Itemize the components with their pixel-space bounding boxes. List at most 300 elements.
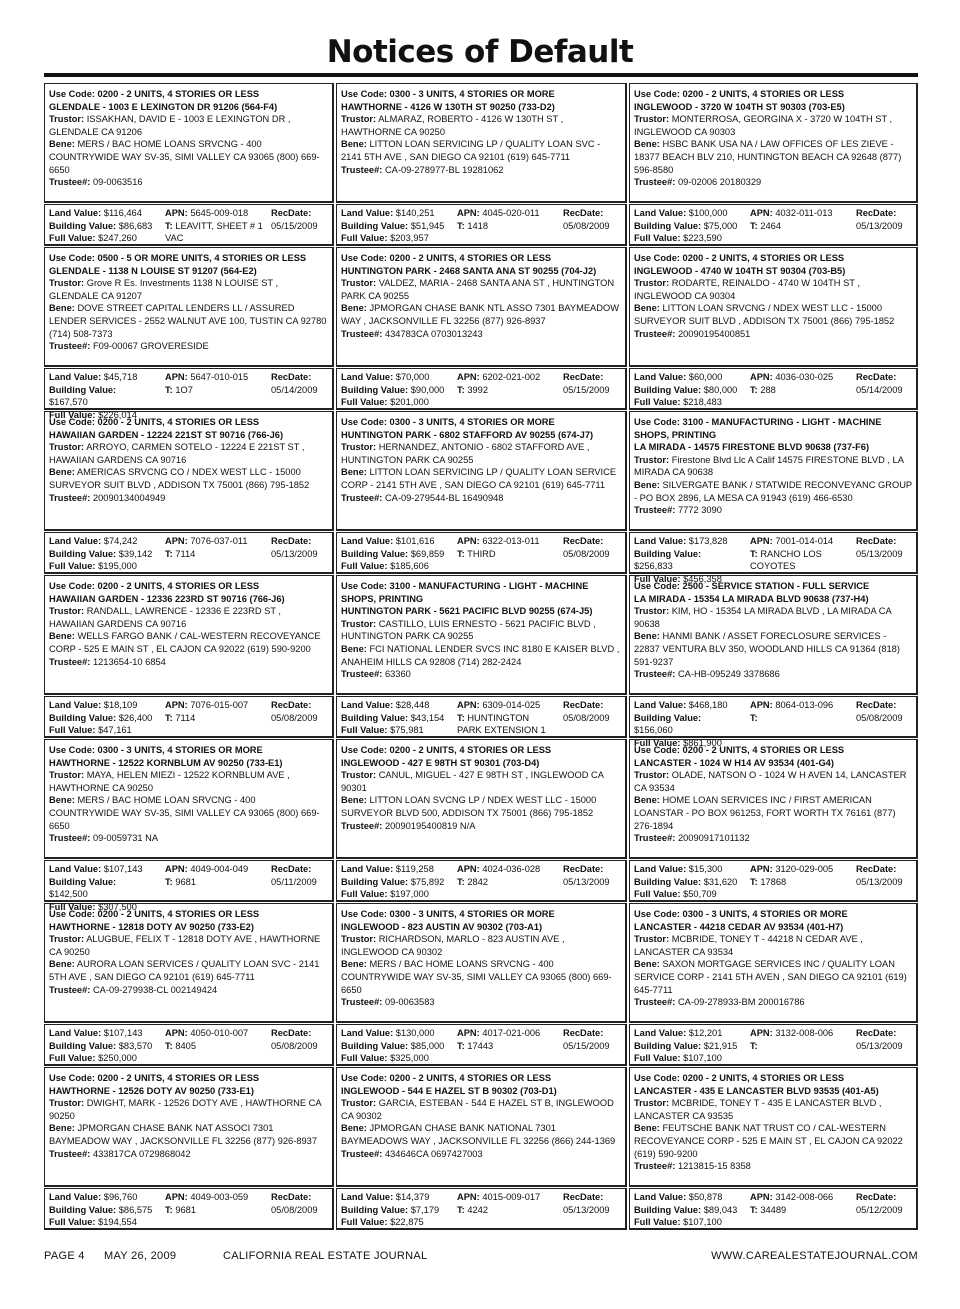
- notice-recording-group: [267, 1189, 332, 1228]
- notice-recording-group: [559, 205, 625, 244]
- notice-trustor: [341, 933, 621, 958]
- notice-trustor: [341, 441, 621, 466]
- tract-label: T:: [457, 1040, 465, 1051]
- full-value-value: $223,590: [683, 233, 722, 244]
- notice-trustor-label: Trustor:: [341, 442, 377, 453]
- building-value-value: $85,000: [410, 1040, 445, 1051]
- notice-values: [629, 860, 918, 902]
- building-value-value: $7,179: [410, 1204, 440, 1215]
- tract-label: T:: [457, 220, 465, 231]
- notice-trustor-value: DWIGHT, MARK - 12526 DOTY AVE , HAWTHORNE CA 90250: [49, 1098, 322, 1121]
- notice-value-group: [337, 533, 453, 572]
- notice-trustor: [634, 277, 912, 302]
- full-value-value: $185,606: [390, 561, 429, 572]
- notice-values: [629, 1188, 918, 1230]
- title-rule: [44, 73, 918, 77]
- apn-value: 4024-036-028: [482, 864, 541, 874]
- notice-trustee: [49, 656, 328, 669]
- notice-values: [44, 696, 334, 738]
- recdate-label: RecDate:: [563, 864, 604, 874]
- notice-parcel-group: [453, 861, 559, 900]
- building-value-label: Building Value:: [634, 712, 702, 723]
- notice: [44, 411, 334, 574]
- notice-trustor: [634, 933, 912, 958]
- full-value-label: Full Value:: [634, 889, 681, 900]
- tract-value: 17868: [760, 876, 787, 887]
- building-value: [341, 1204, 449, 1217]
- land-value-value: $140,251: [395, 208, 435, 218]
- notice-trustor-value: ISSAKHAN, DAVID E - 1003 E LEXINGTON DR , GLENDALE CA 91206: [49, 114, 291, 137]
- building-value-value: $89,043: [703, 1204, 738, 1215]
- land-value-value: $18,109: [103, 700, 138, 710]
- notice-recording-group: [559, 1189, 625, 1228]
- apn: [750, 699, 848, 712]
- full-value-label: Full Value:: [634, 737, 681, 748]
- notice-values: [44, 1188, 334, 1230]
- notice-values: [629, 532, 918, 584]
- notice: [336, 903, 627, 1066]
- notice-trustor-value: VALDEZ, MARIA - 2468 SANTA ANA ST , HUNTINGTON PARK CA 90255: [341, 278, 615, 301]
- recdate-value: 05/13/2009: [856, 220, 903, 231]
- notice-value-group: [337, 369, 453, 408]
- notice-trustee-label: Trustee#:: [634, 997, 676, 1008]
- notice-use-code: Use Code: 0200 - 2 UNITS, 4 STORIES OR LESS: [49, 909, 260, 919]
- notice-trustor: [49, 113, 328, 138]
- recdate-value: 05/14/2009: [856, 384, 903, 395]
- notice-trustor-value: Firestone Blvd Llc A Calif 14575 FIRESTONE BLVD , LA MIRADA CA 90638: [634, 454, 904, 478]
- apn: [165, 1027, 263, 1040]
- notice-trustor: [341, 277, 621, 302]
- notice-beneficiary: [49, 1122, 328, 1147]
- notice-recording-group: [852, 369, 916, 408]
- notice-beneficiary: [341, 1122, 621, 1147]
- notice-trustor: [49, 441, 328, 466]
- recdate-label: RecDate:: [856, 208, 897, 218]
- notice-recording-group: [852, 861, 916, 900]
- full-value-label: Full Value:: [49, 725, 96, 736]
- notice-address: HUNTINGTON PARK - 6802 STAFFORD AV 90255 (674-J7): [341, 429, 594, 440]
- building-value-value: $86,575: [118, 1204, 153, 1215]
- land-value: [634, 1027, 742, 1040]
- notice-trustee-label: Trustee#:: [341, 328, 383, 339]
- notice-value-group: [45, 697, 161, 736]
- notice-recording-group: [267, 533, 332, 572]
- full-value: [49, 1216, 157, 1229]
- notice-beneficiary: [634, 302, 912, 327]
- tract-value: 3992: [467, 384, 489, 395]
- tract-value: 8405: [175, 1040, 197, 1051]
- apn: [457, 1027, 555, 1040]
- notice: [629, 247, 918, 410]
- tract-value: 4242: [467, 1204, 489, 1215]
- notice-trustee-value: 09-0059731 NA: [92, 833, 159, 844]
- notice-trustee: [634, 668, 912, 681]
- notice: [44, 739, 334, 912]
- building-value: [49, 384, 157, 409]
- land-value: [634, 699, 742, 712]
- building-value: [341, 712, 449, 725]
- tract: [457, 1204, 555, 1217]
- building-value-value: $21,915: [703, 1040, 738, 1051]
- notice-values: [629, 1024, 918, 1066]
- notice-trustee: [341, 1148, 621, 1161]
- notice-trustor: [634, 113, 912, 138]
- full-value: [49, 724, 157, 737]
- notice-trustor-label: Trustor:: [341, 770, 377, 781]
- notice-address: LA MIRADA - 15354 LA MIRADA BLVD 90638 (737-H4): [634, 593, 869, 604]
- recdate-label: RecDate:: [271, 1192, 312, 1202]
- tract-label: T:: [165, 712, 173, 723]
- notice-beneficiary-label: Bene:: [341, 643, 367, 654]
- tract-value: 7114: [175, 712, 196, 723]
- notice-parcel-group: [746, 205, 852, 244]
- notice-trustee: [49, 984, 328, 997]
- notice-use-code: Use Code: 0200 - 2 UNITS, 4 STORIES OR LESS: [341, 745, 552, 755]
- apn-label: APN:: [457, 700, 480, 710]
- recdate-value: 05/13/2009: [856, 548, 903, 559]
- notice-values: [336, 204, 627, 246]
- land-value-value: $96,760: [103, 1192, 138, 1202]
- land-value: [49, 1027, 157, 1040]
- apn: [750, 535, 848, 548]
- building-value-label: Building Value:: [341, 1040, 409, 1051]
- building-value-value: $156,060: [634, 725, 673, 736]
- recdate-label: RecDate:: [563, 372, 604, 382]
- notice-trustee-value: 63360: [384, 669, 411, 680]
- land-value-label: Land Value:: [634, 864, 687, 874]
- full-value-value: $307,500: [98, 901, 137, 912]
- notice: [629, 1067, 918, 1230]
- notice-trustee-label: Trustee#:: [49, 341, 91, 352]
- notice-recording-group: [852, 533, 916, 572]
- notice-beneficiary-value: AURORA LOAN SERVICES / QUALITY LOAN SVC - 2141 5TH AVE , SAN DIEGO CA 92101 (619) 645-7711: [49, 959, 320, 982]
- notice: [629, 739, 918, 902]
- tract: [750, 876, 848, 889]
- notice-trustor-value: MAYA, HELEN MIEZI - 12522 KORNBLUM AVE , HAWTHORNE CA 90250: [49, 770, 290, 793]
- notice-parcel-group: [453, 697, 559, 736]
- recdate-label: RecDate:: [856, 700, 897, 710]
- notice-record: [629, 411, 918, 531]
- recdate-value: 05/08/2009: [271, 1204, 318, 1215]
- notice-beneficiary-value: SILVERGATE BANK / STATWIDE RECONVEYANC GROUP - PO BOX 2896, LA MESA CA 91943 (619) 466-6530: [634, 479, 912, 503]
- recdate-value: 05/15/2009: [271, 220, 318, 231]
- notice-parcel-group: [453, 1189, 559, 1228]
- recdate-label: RecDate:: [563, 208, 604, 218]
- notice-beneficiary: [49, 302, 328, 340]
- notice-beneficiary-value: MERS / BAC HOME LOANS SRVCNG - 400 COUNTRYWIDE WAY SV-35, SIMI VALLEY CA 93065 (800) 669-6650: [341, 959, 612, 995]
- notice-values: [44, 1024, 334, 1066]
- notice-beneficiary-label: Bene:: [341, 1123, 367, 1134]
- notice-beneficiary: [49, 466, 328, 491]
- notice-trustor-label: Trustor:: [634, 606, 670, 617]
- notice-use-code: Use Code: 0200 - 2 UNITS, 4 STORIES OR LESS: [634, 89, 845, 99]
- notice-record: [336, 575, 627, 695]
- notice-record: [44, 739, 334, 859]
- apn-label: APN:: [165, 372, 188, 382]
- notice-beneficiary-value: MERS / BAC HOME LOAN SRVCNG - 400 COUNTRYWIDE WAY SV-35, SIMI VALLEY CA 93065 (800) 669-6650: [49, 795, 320, 831]
- notice-trustor-label: Trustor:: [634, 454, 670, 465]
- recdate-label: RecDate:: [856, 536, 897, 546]
- tract: [750, 1040, 848, 1053]
- footer-publication: CALIFORNIA REAL ESTATE JOURNAL: [223, 1250, 428, 1262]
- notice-value-group: [337, 861, 453, 900]
- land-value-label: Land Value:: [341, 536, 394, 546]
- notice-trustee: [49, 1148, 328, 1161]
- notice-trustor: [49, 605, 328, 630]
- building-value-value: $80,000: [703, 384, 738, 395]
- tract-value: 1418: [467, 220, 489, 231]
- tract-label: T:: [457, 712, 465, 723]
- land-value: [634, 863, 742, 876]
- notice-value-group: [45, 369, 161, 420]
- apn-value: 4032-011-013: [775, 208, 833, 218]
- notice-parcel-group: [453, 369, 559, 408]
- apn-value: 3120-029-005: [775, 864, 834, 874]
- notice-trustor-label: Trustor:: [49, 934, 85, 945]
- building-value-value: $75,000: [703, 220, 738, 231]
- full-value: [341, 232, 449, 245]
- land-value-label: Land Value:: [341, 372, 394, 382]
- land-value: [341, 535, 449, 548]
- apn-value: 4036-030-025: [775, 372, 834, 382]
- notice-parcel-group: [453, 205, 559, 244]
- notice-trustor-value: MCBRIDE, TONEY T - 44218 N CEDAR AVE , LANCASTER CA 93534: [634, 934, 863, 957]
- notice-trustee-label: Trustee#:: [634, 1161, 676, 1172]
- notice-trustor-value: CANUL, MIGUEL - 427 E 98TH ST , INGLEWOOD CA 90301: [341, 770, 604, 793]
- notice-trustor-label: Trustor:: [49, 114, 85, 125]
- apn-label: APN:: [750, 536, 773, 546]
- tract: [457, 876, 555, 889]
- notices-column-3: [629, 83, 918, 1230]
- apn: [457, 863, 555, 876]
- notice-record: [44, 575, 334, 695]
- full-value-value: $325,000: [390, 1053, 429, 1064]
- apn: [457, 371, 555, 384]
- tract-label: T:: [165, 220, 173, 231]
- notices-column-2: [336, 83, 627, 1230]
- notice-trustee: [341, 996, 621, 1009]
- notice-record: [336, 411, 627, 531]
- land-value: [341, 371, 449, 384]
- footer-page-number: PAGE 4: [44, 1250, 85, 1262]
- notice-recording-group: [267, 1025, 332, 1064]
- notice-recording-group: [267, 369, 332, 408]
- notice-trustee-value: 20090195400819 N/A: [384, 820, 476, 831]
- tract-value: HUNTINGTON PARK EXTENSION 1: [457, 712, 546, 736]
- notice-trustee: [634, 328, 912, 341]
- notice: [44, 1067, 334, 1230]
- building-value: [49, 548, 157, 561]
- notice-beneficiary-value: DOVE STREET CAPITAL LENDERS LL / ASSURED LENDER SERVICES - 2552 WALNUT AVE 100, TUSTIN CA 92780 (714) 508-7373: [49, 303, 327, 339]
- full-value-label: Full Value:: [634, 1217, 681, 1228]
- land-value-value: $116,464: [103, 208, 142, 218]
- land-value-label: Land Value:: [49, 536, 102, 546]
- full-value-value: $218,483: [683, 397, 722, 408]
- apn-label: APN:: [165, 208, 188, 218]
- notice: [336, 739, 627, 902]
- notice-values: [44, 204, 334, 246]
- notice-use-code: Use Code: 0500 - 5 OR MORE UNITS, 4 STORIES OR LESS: [49, 253, 307, 263]
- land-value: [341, 1027, 449, 1040]
- apn-label: APN:: [165, 1028, 188, 1038]
- page-title: Notices of Default: [326, 34, 634, 70]
- notice-values: [336, 532, 627, 574]
- notice-trustee: [49, 832, 328, 845]
- land-value-label: Land Value:: [49, 700, 102, 710]
- tract: [457, 548, 555, 561]
- apn-label: APN:: [165, 700, 188, 710]
- full-value-value: $75,981: [390, 725, 424, 736]
- notice-record: [629, 83, 918, 203]
- tract: [165, 876, 263, 889]
- full-value-label: Full Value:: [341, 233, 388, 244]
- notice-trustee-label: Trustee#:: [634, 505, 676, 516]
- notice-trustee-value: 20090195400851: [677, 328, 751, 339]
- land-value-label: Land Value:: [341, 700, 394, 710]
- notice-use-code: Use Code: 0200 - 2 UNITS, 4 STORIES OR LESS: [49, 1073, 260, 1083]
- notice-record: [44, 411, 334, 531]
- full-value-label: Full Value:: [341, 561, 388, 572]
- tract-label: T:: [165, 1040, 173, 1051]
- apn-value: 4045-020-011: [482, 208, 540, 218]
- land-value: [341, 863, 449, 876]
- notice-address: GLENDALE - 1138 N LOUISE ST 91207 (564-E2): [49, 265, 257, 276]
- notice-value-group: [630, 533, 746, 584]
- notice-record: [629, 1067, 918, 1187]
- notice: [336, 83, 627, 246]
- tract-value: 7114: [175, 548, 196, 559]
- notice-trustee-value: 09-0063583: [384, 997, 435, 1008]
- land-value-label: Land Value:: [341, 208, 394, 218]
- building-value: [634, 876, 742, 889]
- recdate-label: RecDate:: [856, 864, 897, 874]
- notice-values: [44, 860, 334, 912]
- notice-trustee-value: 434646CA 0697427003: [384, 1148, 483, 1159]
- apn-label: APN:: [165, 536, 188, 546]
- notice-trustee: [634, 176, 912, 189]
- notice-trustee-label: Trustee#:: [341, 1148, 383, 1159]
- land-value-label: Land Value:: [634, 208, 687, 218]
- building-value: [634, 1204, 742, 1217]
- full-value-value: $250,000: [98, 1053, 137, 1064]
- building-value-label: Building Value:: [49, 876, 117, 887]
- footer-url: WWW.CAREALESTATEJOURNAL.COM: [711, 1250, 918, 1262]
- building-value-label: Building Value:: [341, 876, 409, 887]
- notice-trustee-value: CA-09-279938-CL 002149424: [92, 984, 218, 995]
- building-value-label: Building Value:: [341, 1204, 409, 1215]
- tract-value: 34489: [760, 1204, 787, 1215]
- notice: [629, 575, 918, 748]
- land-value: [49, 863, 157, 876]
- notice-value-group: [45, 861, 161, 912]
- apn-label: APN:: [457, 864, 480, 874]
- land-value: [634, 371, 742, 384]
- land-value-value: $60,000: [688, 372, 723, 382]
- building-value: [49, 220, 157, 233]
- notice-beneficiary-label: Bene:: [341, 467, 367, 478]
- full-value-label: Full Value:: [341, 1217, 388, 1228]
- land-value-label: Land Value:: [341, 1028, 394, 1038]
- notice-use-code: Use Code: 0200 - 2 UNITS, 4 STORIES OR LESS: [341, 253, 552, 263]
- full-value-value: $247,260: [98, 233, 137, 244]
- apn-value: 8064-013-096: [775, 700, 834, 710]
- land-value-value: $70,000: [395, 372, 430, 382]
- notice-trustor-value: ALUGBUE, FELIX T - 12818 DOTY AVE , HAWTHORNE CA 90250: [49, 934, 321, 957]
- notice-trustee-label: Trustee#:: [634, 177, 676, 188]
- notice-value-group: [630, 1025, 746, 1064]
- notice-trustor-label: Trustor:: [341, 618, 377, 629]
- tract: [165, 712, 263, 725]
- notice-recording-group: [559, 533, 625, 572]
- notice-address: LANCASTER - 44218 CEDAR AV 93534 (401-H7): [634, 921, 844, 932]
- footer-date: MAY 26, 2009: [104, 1250, 177, 1262]
- tract-value: 9681: [175, 876, 197, 887]
- land-value: [49, 207, 157, 220]
- tract: [750, 384, 848, 397]
- full-value-label: Full Value:: [634, 233, 681, 244]
- building-value: [634, 712, 742, 737]
- recdate-value: 05/13/2009: [563, 876, 610, 887]
- notice-use-code: Use Code: 0200 - 2 UNITS, 4 STORIES OR LESS: [634, 1073, 845, 1083]
- notice-trustee-label: Trustee#:: [49, 177, 91, 188]
- notice-trustee-value: 09-02006 20180329: [677, 177, 762, 188]
- apn-value: 5645-009-018: [190, 208, 249, 218]
- building-value: [341, 876, 449, 889]
- apn-label: APN:: [457, 372, 480, 382]
- notice-beneficiary-label: Bene:: [49, 959, 75, 970]
- notice-parcel-group: [161, 697, 267, 736]
- notice-beneficiary: [634, 794, 912, 832]
- notice-beneficiary-label: Bene:: [341, 303, 367, 314]
- tract: [165, 548, 263, 561]
- notice-trustee: [634, 1160, 912, 1173]
- notice-beneficiary-label: Bene:: [634, 795, 660, 806]
- notice-use-code: Use Code: 0300 - 3 UNITS, 4 STORIES OR MORE: [341, 417, 555, 427]
- notice-beneficiary: [341, 643, 621, 668]
- notice-record: [629, 903, 918, 1023]
- full-value-value: $107,100: [683, 1053, 722, 1064]
- notice-beneficiary-label: Bene:: [341, 959, 367, 970]
- tract-label: T:: [457, 1204, 465, 1215]
- land-value-value: $28,448: [395, 700, 430, 710]
- notice-trustor-value: RODARTE, REINALDO - 4740 W 104TH ST , INGLEWOOD CA 90304: [634, 278, 860, 301]
- notice-address: HAWTHORNE - 4126 W 130TH ST 90250 (733-D2): [341, 101, 555, 112]
- apn: [750, 1027, 848, 1040]
- notice-beneficiary: [634, 630, 912, 668]
- recdate-label: RecDate:: [563, 536, 604, 546]
- notice-beneficiary-value: LITTON LOAN SERVICING LP / QUALITY LOAN SVC - 2141 5TH AVE , SAN DIEGO CA 92101 (619) 645-7711: [341, 139, 601, 162]
- land-value-label: Land Value:: [49, 208, 102, 218]
- apn: [457, 535, 555, 548]
- notice: [44, 247, 334, 420]
- notice-trustee: [49, 492, 328, 505]
- notice-trustor-label: Trustor:: [634, 114, 670, 125]
- recdate-label: RecDate:: [271, 864, 312, 874]
- full-value-value: $50,709: [683, 889, 717, 900]
- notice-address: HAWTHORNE - 12526 DOTY AV 90250 (733-E1): [49, 1085, 254, 1096]
- full-value: [49, 232, 157, 245]
- tract: [457, 712, 555, 737]
- notice-beneficiary-label: Bene:: [49, 139, 75, 150]
- notice-trustor-label: Trustor:: [49, 442, 85, 453]
- building-value-value: $86,683: [118, 220, 153, 231]
- notice-trustor-value: MCBRIDE, TONEY T - 435 E LANCASTER BLVD , LANCASTER CA 93535: [634, 1098, 882, 1121]
- notice-beneficiary: [49, 958, 328, 983]
- notice-beneficiary-value: LITTON LOAN SVCNG LP / NDEX WEST LLC - 15000 SURVEYOR BLVD 500, ADDISON TX 75001 (866) 795-1852: [341, 795, 597, 818]
- notice-trustor-label: Trustor:: [49, 770, 85, 781]
- tract: [750, 548, 848, 573]
- notice-trustor-value: HERNANDEZ, ANTONIO - 6802 STAFFORD AVE , HUNTINGTON PARK CA 90255: [341, 442, 590, 465]
